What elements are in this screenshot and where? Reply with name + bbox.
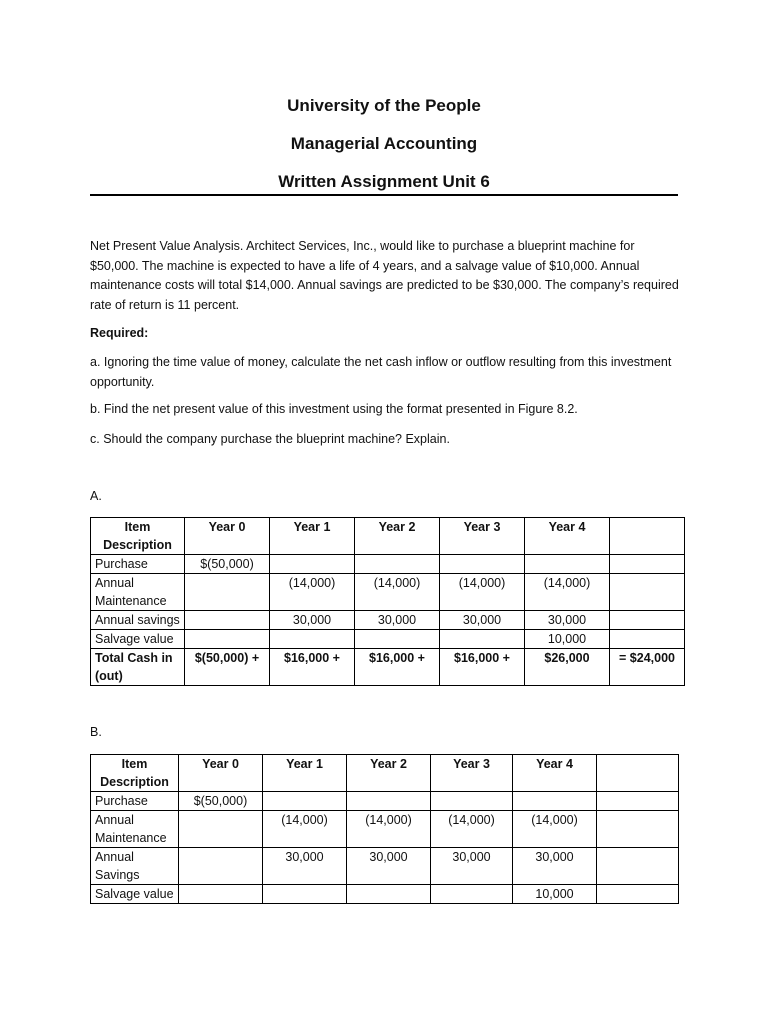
col-header <box>597 755 679 792</box>
table-cell: (14,000) <box>525 574 610 611</box>
table-cell <box>610 574 685 611</box>
assignment-title: Written Assignment Unit 6 <box>278 172 490 191</box>
section-a-label: A. <box>90 489 102 503</box>
required-heading: Required: <box>90 326 149 340</box>
university-title: University of the People <box>287 96 481 115</box>
table-cell: $16,000 + <box>355 649 440 686</box>
col-header: Year 4 <box>513 755 597 792</box>
section-b-label: B. <box>90 725 102 739</box>
table-cell <box>185 574 270 611</box>
total-row <box>91 649 685 686</box>
table-cell <box>185 630 270 649</box>
col-header: Year 3 <box>431 755 513 792</box>
table-cell: (14,000) <box>440 574 525 611</box>
table-cell: $26,000 <box>525 649 610 686</box>
table-cell: 30,000 <box>270 611 355 630</box>
table-cell: (14,000) <box>355 574 440 611</box>
table-cell <box>440 555 525 574</box>
table-cell <box>610 611 685 630</box>
col-header: Item Description <box>91 755 179 792</box>
table-row <box>91 811 679 848</box>
table-cell: (14,000) <box>513 811 597 848</box>
table-cell <box>597 885 679 904</box>
table-cell <box>440 630 525 649</box>
col-header: Year 4 <box>525 518 610 555</box>
table-cell: 10,000 <box>513 885 597 904</box>
table-cell: $(50,000) + <box>185 649 270 686</box>
table-cell <box>270 630 355 649</box>
row-label: Annual Maintenance <box>91 811 179 848</box>
table-cell <box>263 885 347 904</box>
table-row <box>91 630 685 649</box>
col-header: Year 1 <box>270 518 355 555</box>
table-cell <box>179 811 263 848</box>
table-cell <box>597 848 679 885</box>
table-cell: 10,000 <box>525 630 610 649</box>
cash-flow-table-b <box>90 754 679 904</box>
table-cell: 30,000 <box>263 848 347 885</box>
table-cell: (14,000) <box>347 811 431 848</box>
row-label: Salvage value <box>91 630 185 649</box>
row-label: Total Cash in (out) <box>91 649 185 686</box>
col-header: Item Description <box>91 518 185 555</box>
col-header <box>610 518 685 555</box>
table-row <box>91 885 679 904</box>
table-cell <box>263 792 347 811</box>
title-divider <box>90 194 678 196</box>
table-cell: 30,000 <box>347 848 431 885</box>
table-cell <box>610 630 685 649</box>
table-cell <box>525 555 610 574</box>
row-label: Salvage value <box>91 885 179 904</box>
table-cell: 30,000 <box>355 611 440 630</box>
table-cell: (14,000) <box>263 811 347 848</box>
col-header: Year 2 <box>355 518 440 555</box>
table-cell <box>347 792 431 811</box>
table-cell: $(50,000) <box>179 792 263 811</box>
col-header: Year 3 <box>440 518 525 555</box>
col-header: Year 2 <box>347 755 431 792</box>
table-cell <box>597 811 679 848</box>
row-label: Purchase <box>91 555 185 574</box>
requirement-c: c. Should the company purchase the blueprint machine? Explain. <box>90 432 450 446</box>
row-label: Annual Maintenance <box>91 574 185 611</box>
table-cell <box>270 555 355 574</box>
table-cell <box>185 611 270 630</box>
table-cell <box>597 792 679 811</box>
problem-statement: Net Present Value Analysis. Architect Services, Inc., would like to purchase a blueprint machine for $50,000. The machine is expected to have a life of 4 years, and a salvage value of $10,000. Annual maintenance costs will total $14,000. Annual savings are predicted to be $30,000. The company’s required rate of return is 11 percent. <box>90 239 679 312</box>
table-b-header-row <box>91 755 679 792</box>
table-row <box>91 574 685 611</box>
row-label: Annual savings <box>91 611 185 630</box>
table-cell <box>179 885 263 904</box>
table-cell <box>431 792 513 811</box>
table-cell: 30,000 <box>525 611 610 630</box>
requirement-a: a. Ignoring the time value of money, calculate the net cash inflow or outflow resulting from this investment opportunity. <box>90 355 672 389</box>
net-total-cell: = $24,000 <box>610 649 685 686</box>
table-cell <box>431 885 513 904</box>
col-header: Year 0 <box>179 755 263 792</box>
table-cell <box>610 555 685 574</box>
table-cell <box>355 630 440 649</box>
table-cell <box>513 792 597 811</box>
requirement-b: b. Find the net present value of this investment using the format presented in Figure 8.2. <box>90 402 578 416</box>
table-cell <box>347 885 431 904</box>
table-cell <box>179 848 263 885</box>
table-row <box>91 792 679 811</box>
table-cell: 30,000 <box>440 611 525 630</box>
col-header: Year 1 <box>263 755 347 792</box>
row-label: Annual Savings <box>91 848 179 885</box>
table-cell: $16,000 + <box>440 649 525 686</box>
course-title: Managerial Accounting <box>290 134 478 153</box>
table-a-header-row <box>91 518 685 555</box>
table-cell: $(50,000) <box>185 555 270 574</box>
row-label: Purchase <box>91 792 179 811</box>
table-cell: 30,000 <box>431 848 513 885</box>
table-row <box>91 555 685 574</box>
table-cell: (14,000) <box>431 811 513 848</box>
cash-flow-table-a <box>90 517 685 686</box>
table-cell <box>355 555 440 574</box>
table-cell: (14,000) <box>270 574 355 611</box>
col-header: Year 0 <box>185 518 270 555</box>
table-row <box>91 611 685 630</box>
table-cell: 30,000 <box>513 848 597 885</box>
table-cell: $16,000 + <box>270 649 355 686</box>
table-row <box>91 848 679 885</box>
